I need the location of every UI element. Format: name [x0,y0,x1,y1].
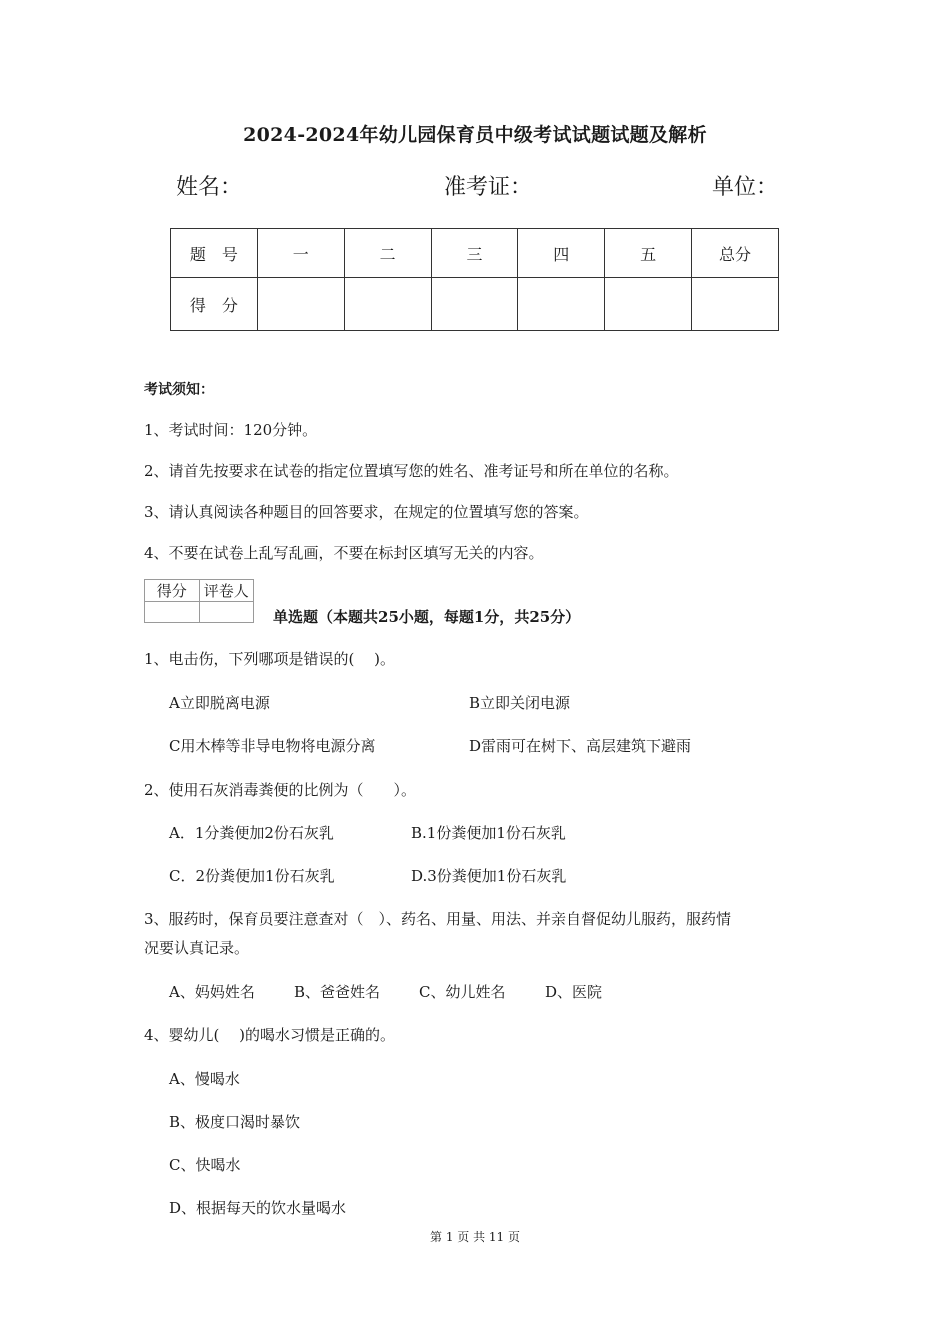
section-title: 单选题（本题共25小题，每题1分，共25分） [273,608,581,626]
notice-item: 4、不要在试卷上乱写乱画，不要在标封区填写无关的内容。 [144,544,544,562]
answer-option[interactable]: D雷雨可在树下、高层建筑下避雨 [469,737,692,755]
grader-box [144,579,254,623]
question-stem: 4、婴幼儿( )的喝水习惯是正确的。 [144,1026,396,1044]
answer-option[interactable]: D.3份粪便加1份石灰乳 [411,867,567,885]
answer-option[interactable]: A、妈妈姓名 [169,983,255,1001]
answer-option[interactable]: C、幼儿姓名 [419,983,506,1001]
score-table-header-cell: 五 [605,229,692,278]
score-table-score-row [171,278,779,331]
notice-item: 1、考试时间：120分钟。 [144,421,318,439]
answer-option[interactable]: B立即关闭电源 [469,694,571,712]
score-table-header-cell: 三 [431,229,518,278]
grader-box-grader-cell[interactable] [199,602,254,623]
notice-heading: 考试须知： [144,382,214,398]
answer-option[interactable]: D、医院 [545,983,603,1001]
name-field-label: 姓名： [176,175,243,200]
score-table-header-cell: 一 [257,229,344,278]
score-table-header-cell: 总分 [692,229,779,278]
question-stem: 1、电击伤，下列哪项是错误的( )。 [144,650,396,668]
grader-box-score-cell[interactable] [145,602,200,623]
score-table [170,228,779,331]
unit-field-label: 单位： [712,175,779,200]
question-stem: 2、使用石灰消毒粪便的比例为（ ）。 [144,781,417,799]
notice-item: 2、请首先按要求在试卷的指定位置填写您的姓名、准考证号和所在单位的名称。 [144,462,679,480]
answer-option[interactable]: B、爸爸姓名 [294,983,381,1001]
answer-option[interactable]: C．2份粪便加1份石灰乳 [169,867,335,885]
score-row-label: 得 分 [171,278,258,331]
answer-option[interactable]: B、极度口渴时暴饮 [169,1113,301,1131]
answer-option[interactable]: D、根据每天的饮水量喝水 [169,1199,347,1217]
document-title: 2024-2024年幼儿园保育员中级考试试题试题及解析 [243,124,707,146]
grader-box-score-label: 得分 [145,580,200,602]
answer-option[interactable]: A、慢喝水 [169,1070,240,1088]
score-table-header-cell: 二 [344,229,431,278]
grader-box-grader-label: 评卷人 [199,580,254,602]
answer-option[interactable]: A．1分粪便加2份石灰乳 [169,824,334,842]
answer-option[interactable]: C用木棒等非导电物将电源分离 [169,737,376,755]
exam-number-field-label: 准考证： [444,175,533,200]
answer-option[interactable]: A立即脱离电源 [169,694,270,712]
score-table-header-row [171,229,779,278]
notice-item: 3、请认真阅读各种题目的回答要求，在规定的位置填写您的答案。 [144,503,589,521]
score-table-header-cell: 四 [518,229,605,278]
score-cell[interactable] [257,278,344,331]
score-cell[interactable] [605,278,692,331]
question-stem: 3、服药时，保育员要注意查对（ ）、药名、用量、用法、并亲自督促幼儿服药，服药情 [144,910,732,928]
score-cell[interactable] [344,278,431,331]
score-cell[interactable] [518,278,605,331]
score-cell[interactable] [431,278,518,331]
page-footer: 第 1 页 共 11 页 [430,1230,520,1244]
score-cell[interactable] [692,278,779,331]
score-table-header-cell: 题 号 [171,229,258,278]
answer-option[interactable]: C、快喝水 [169,1156,241,1174]
answer-option[interactable]: B.1份粪便加1份石灰乳 [411,824,566,842]
question-stem-continuation: 况要认真记录。 [144,939,250,957]
